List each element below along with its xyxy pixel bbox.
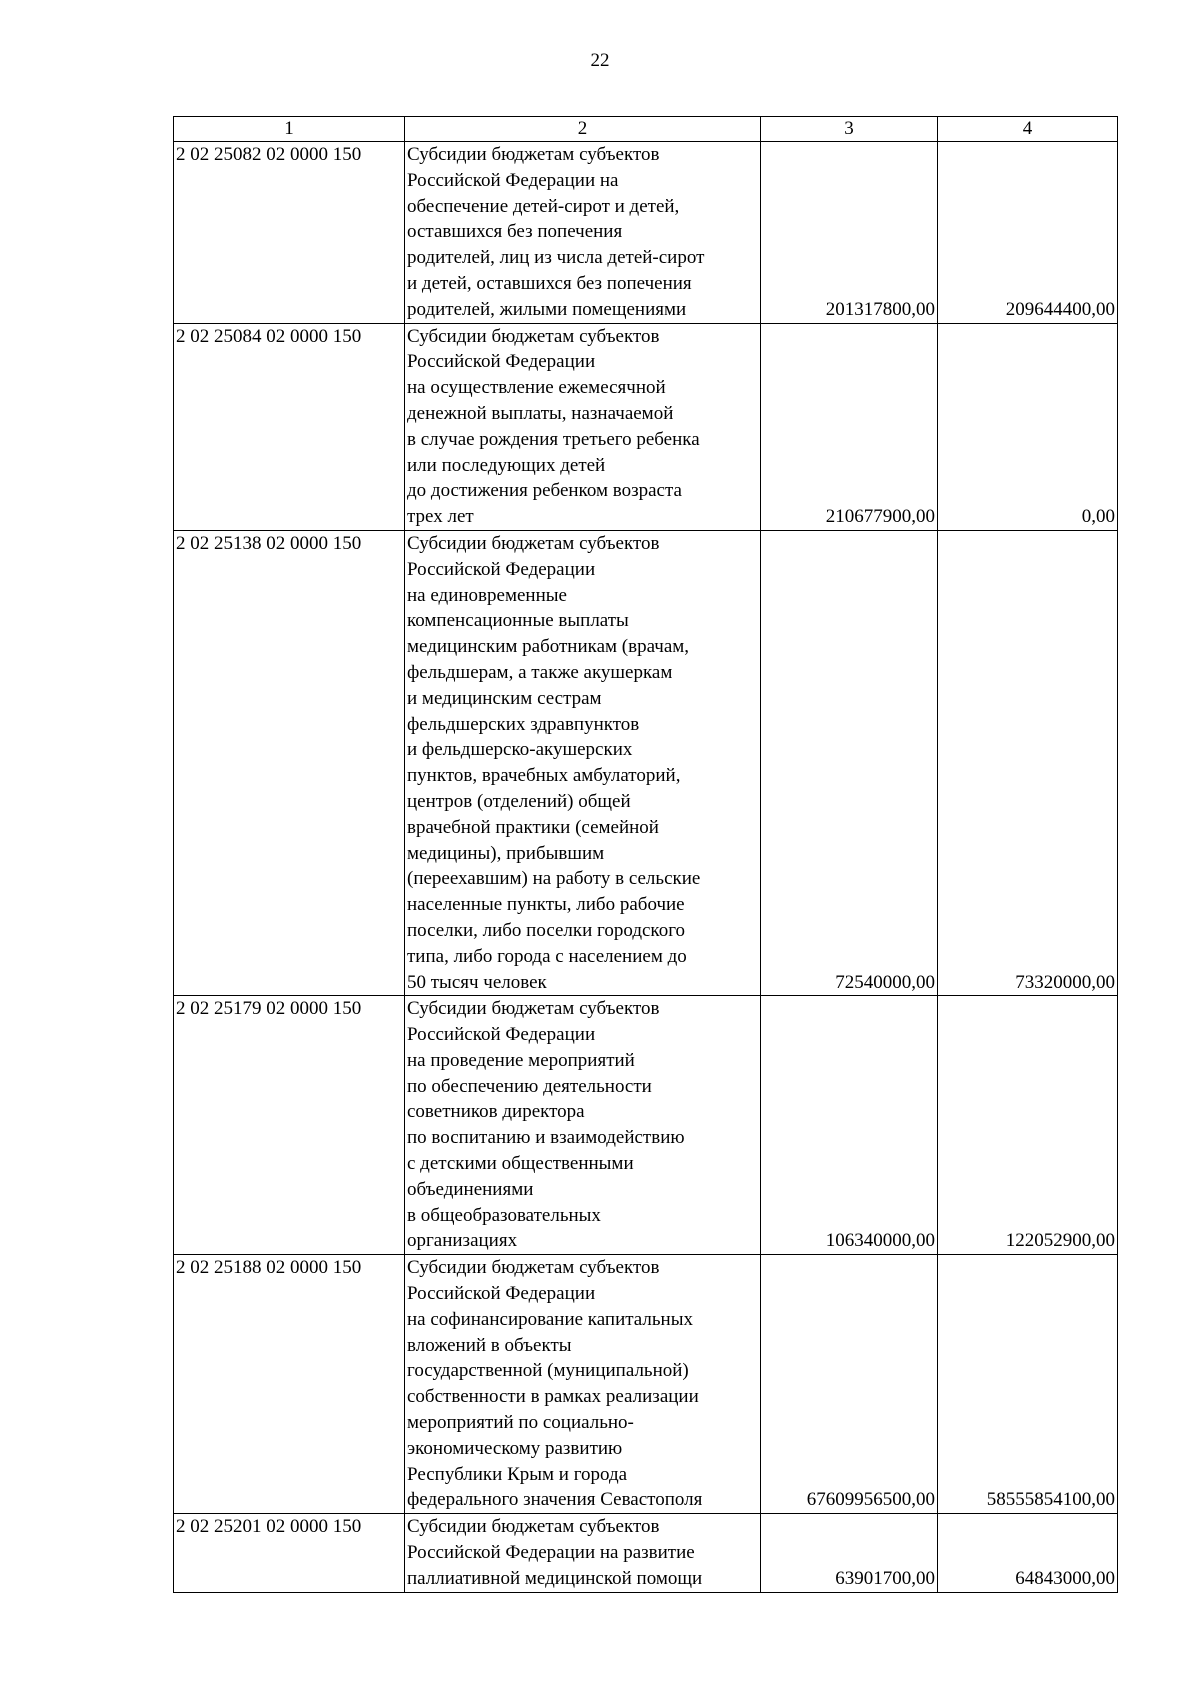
description-line: Субсидии бюджетам субъектов <box>407 325 660 347</box>
budget-code-cell: 2 02 25082 02 0000 150 <box>174 142 405 324</box>
description-line: пунктов, врачебных амбулаторий, <box>407 765 681 787</box>
description-line: в случае рождения третьего ребенка <box>407 428 700 450</box>
description-line: по обеспечению деятельности <box>407 1075 652 1097</box>
page-number: 22 <box>590 50 610 71</box>
budget-code-cell: 2 02 25138 02 0000 150 <box>174 530 405 995</box>
budget-code-cell: 2 02 25201 02 0000 150 <box>174 1514 405 1592</box>
description-line: на единовременные <box>407 584 567 606</box>
description-line: экономическому развитию <box>407 1437 623 1459</box>
table-header-row <box>174 117 1118 142</box>
table-row <box>174 530 1118 995</box>
table-row <box>174 996 1118 1255</box>
description-line: Республики Крым и города <box>407 1463 628 1485</box>
header-col-2: 2 <box>405 117 761 142</box>
description-line: вложений в объекты <box>407 1334 572 1356</box>
description-line: медицинским работникам (врачам, <box>407 636 690 658</box>
description-line: Российской Федерации <box>407 558 596 580</box>
description-line: фельдшерам, а также акушеркам <box>407 661 673 683</box>
description-line: Субсидии бюджетам субъектов <box>407 144 660 165</box>
description-line: паллиативной медицинской помощи <box>407 1567 703 1589</box>
description-line: центров (отделений) общей <box>407 790 631 812</box>
description-line: поселки, либо поселки городского <box>407 919 686 941</box>
description-line: обеспечение детей-сирот и детей, <box>407 195 680 217</box>
amount-col4-cell: 64843000,00 <box>938 1514 1118 1592</box>
budget-code-cell: 2 02 25188 02 0000 150 <box>174 1255 405 1514</box>
description-line: фельдшерских здравпунктов <box>407 713 640 735</box>
description-line: Российской Федерации <box>407 351 596 373</box>
description-line: родителей, лиц из числа детей-сирот <box>407 247 705 269</box>
description-line: советников директора <box>407 1101 585 1123</box>
description-line: федерального значения Севастополя <box>407 1489 703 1511</box>
description-cell <box>405 1255 761 1514</box>
amount-col4-cell: 0,00 <box>938 323 1118 530</box>
description-line: или последующих детей <box>407 454 606 476</box>
description-line: до достижения ребенком возраста <box>407 480 682 502</box>
amount-col4-cell: 73320000,00 <box>938 530 1118 995</box>
description-cell <box>405 530 761 995</box>
description-line: Субсидии бюджетам субъектов <box>407 532 660 554</box>
amount-col3-cell: 106340000,00 <box>761 996 938 1255</box>
description-line: Российской Федерации на развитие <box>407 1542 695 1564</box>
description-line: медицины), прибывшим <box>407 842 605 864</box>
description-line: Субсидии бюджетам субъектов <box>407 1516 660 1538</box>
description-line: с детскими общественными <box>407 1153 634 1175</box>
description-cell <box>405 1514 761 1592</box>
description-line: населенные пункты, либо рабочие <box>407 894 685 916</box>
amount-col3-cell: 72540000,00 <box>761 530 938 995</box>
description-line: Российской Федерации на <box>407 169 619 191</box>
description-line: организациях <box>407 1230 518 1252</box>
table-row <box>174 1514 1118 1592</box>
amount-col4-cell: 122052900,00 <box>938 996 1118 1255</box>
description-line: Российской Федерации <box>407 1283 596 1305</box>
description-line: государственной (муниципальной) <box>407 1360 689 1382</box>
header-col-4: 4 <box>938 117 1118 142</box>
amount-col4-cell: 209644400,00 <box>938 142 1118 324</box>
description-line: оставшихся без попечения <box>407 221 623 243</box>
amount-col3-cell: 63901700,00 <box>761 1514 938 1592</box>
description-line: на проведение мероприятий <box>407 1049 635 1071</box>
description-cell <box>405 996 761 1255</box>
description-line: родителей, жилыми помещениями <box>407 298 687 320</box>
description-line: объединениями <box>407 1178 534 1200</box>
description-line: 50 тысяч человек <box>407 971 547 993</box>
header-col-3: 3 <box>761 117 938 142</box>
description-line: Российской Федерации <box>407 1024 596 1046</box>
description-line: собственности в рамках реализации <box>407 1386 699 1408</box>
budget-table <box>173 116 1118 1593</box>
description-line: врачебной практики (семейной <box>407 816 659 838</box>
description-line: на софинансирование капитальных <box>407 1308 693 1330</box>
amount-col4-cell: 58555854100,00 <box>938 1255 1118 1514</box>
table-row <box>174 142 1118 324</box>
description-line: типа, либо города с населением до <box>407 945 687 967</box>
amount-col3-cell: 210677900,00 <box>761 323 938 530</box>
table-row <box>174 323 1118 530</box>
budget-code-cell: 2 02 25084 02 0000 150 <box>174 323 405 530</box>
description-line: на осуществление ежемесячной <box>407 377 666 399</box>
description-line: Субсидии бюджетам субъектов <box>407 998 660 1020</box>
description-line: и детей, оставшихся без попечения <box>407 272 692 294</box>
header-col-1: 1 <box>174 117 405 142</box>
description-line: денежной выплаты, назначаемой <box>407 402 674 424</box>
description-line: компенсационные выплаты <box>407 610 629 632</box>
description-line: (переехавшим) на работу в сельские <box>407 868 701 890</box>
description-line: Субсидии бюджетам субъектов <box>407 1257 660 1279</box>
description-cell <box>405 323 761 530</box>
amount-col3-cell: 201317800,00 <box>761 142 938 324</box>
description-line: по воспитанию и взаимодействию <box>407 1127 685 1149</box>
table-row <box>174 1255 1118 1514</box>
description-cell <box>405 142 761 324</box>
description-line: трех лет <box>407 506 474 528</box>
amount-col3-cell: 67609956500,00 <box>761 1255 938 1514</box>
description-line: и медицинским сестрам <box>407 687 602 709</box>
description-line: мероприятий по социально- <box>407 1412 634 1434</box>
description-line: и фельдшерско-акушерских <box>407 739 633 761</box>
description-line: в общеобразовательных <box>407 1204 601 1226</box>
budget-code-cell: 2 02 25179 02 0000 150 <box>174 996 405 1255</box>
